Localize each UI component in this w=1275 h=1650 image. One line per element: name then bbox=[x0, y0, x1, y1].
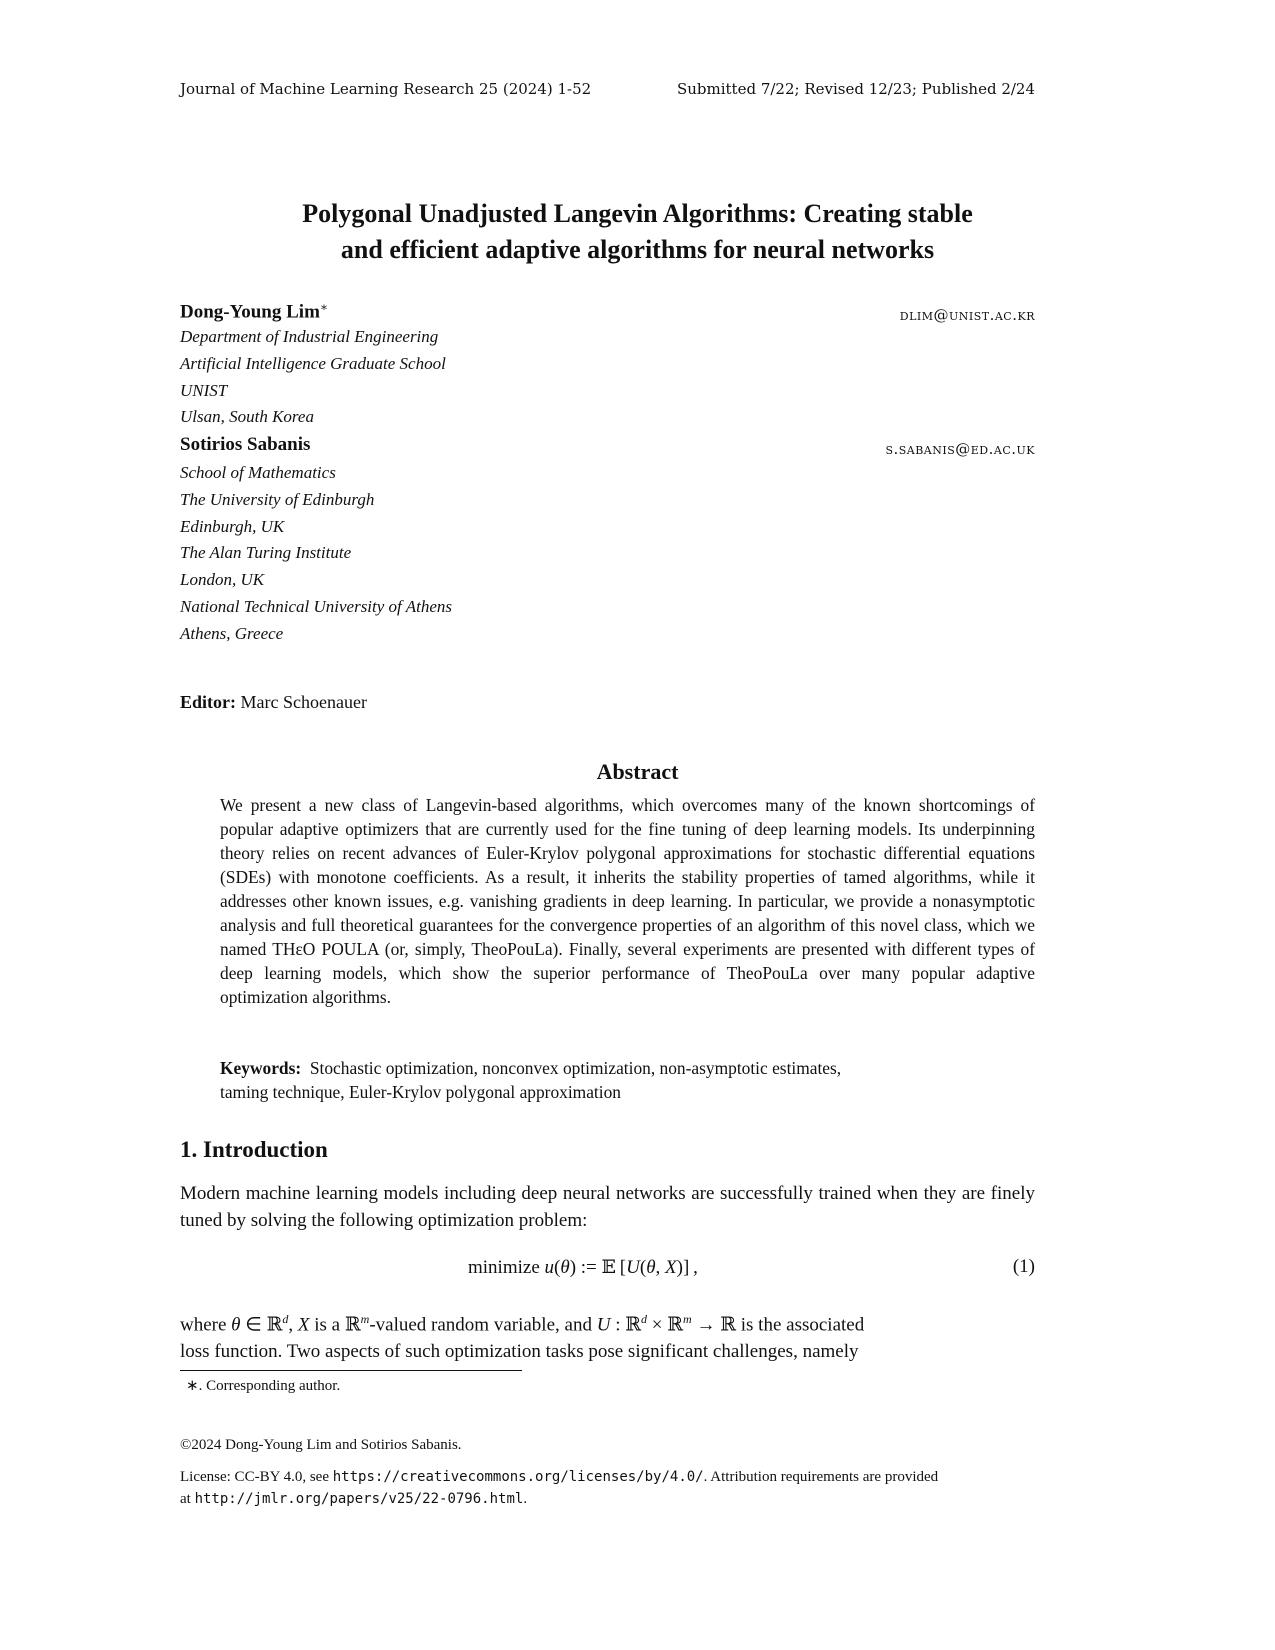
affiliation-line: UNIST bbox=[180, 380, 228, 400]
abstract-text: We present a new class of Langevin-based algorithms, which overcomes many of the known shortcomings of popular adaptive optimizers that are currently used for the fine tuning of deep learning models. Its underpinning theory relies on recent advances of Euler-Krylov polygonal approximations for stochastic differential equations (SDEs) with monotone coefficients. As a result, it inherits the stability properties of tamed algorithms, while it addresses other known issues, e.g. vanishing gradients in deep learning. In particular, we provide a nonasymptotic analysis and full theoretical guarantees for the convergence properties of an algorithm of this novel class, which we named THεO POULA (or, simply, TheoPouLa). Finally, several experiments are presented with different types of deep learning models, which show the superior performance of TheoPouLa over many popular adaptive optimization algorithms. bbox=[220, 795, 1035, 1007]
keywords-line-1: Stochastic optimization, nonconvex optimization, non-asymptotic estimates, bbox=[309, 1058, 842, 1078]
title-line-1: Polygonal Unadjusted Langevin Algorithms: Creating stable bbox=[302, 199, 973, 228]
intro-paragraph: Modern machine learning models including deep neural networks are successfully trained when they are finely tuned by solving the following optimization problem: bbox=[180, 1183, 1035, 1231]
math-line: where θ ∈ ℝ$^d$, X is a ℝ$^m$-valued random variable, and U : ℝ$^d$ × ℝ$^m$ → ℝ is the associated bbox=[180, 1312, 865, 1336]
author-name: Dong-Young Lim bbox=[180, 301, 320, 323]
author-email[interactable]: s.sabanis@ed.ac.uk bbox=[885, 440, 1035, 458]
footnote-marker: ∗. bbox=[186, 1378, 203, 1394]
editor-name: Marc Schoenauer bbox=[240, 692, 367, 712]
author-name: Sotirios Sabanis bbox=[180, 434, 311, 455]
affiliation-line: Ulsan, South Korea bbox=[180, 407, 314, 427]
author-email[interactable]: dlim@unist.ac.kr bbox=[899, 306, 1035, 324]
equation-number: (1) bbox=[1012, 1256, 1035, 1277]
license-mid: . Attribution requirements are provided bbox=[703, 1469, 939, 1485]
intro-paragraph-2 bbox=[180, 1306, 1035, 1365]
affiliation-line: Artificial Intelligence Graduate School bbox=[180, 353, 446, 373]
abstract-heading: Abstract bbox=[596, 759, 679, 784]
affiliation-line: London, UK bbox=[180, 570, 265, 590]
paper-title bbox=[140, 196, 1135, 268]
text-line: loss function. Two aspects of such optimization tasks pose significant challenges, namely bbox=[180, 1341, 859, 1363]
corresponding-marker: ∗ bbox=[319, 300, 329, 314]
affiliation-line: The Alan Turing Institute bbox=[180, 543, 352, 563]
affiliation-line: Athens, Greece bbox=[180, 623, 284, 643]
editor-label: Editor: bbox=[180, 692, 236, 712]
affiliation-line: Edinburgh, UK bbox=[180, 516, 285, 536]
paper-link[interactable]: http://jmlr.org/papers/v25/22-0796.html bbox=[194, 1491, 524, 1507]
license-block bbox=[180, 1466, 1040, 1510]
affiliation-line: Department of Industrial Engineering bbox=[180, 327, 439, 346]
author-affiliation bbox=[180, 324, 446, 431]
license-at: at bbox=[180, 1491, 195, 1507]
equation-body: minimize u(θ) := 𝔼 [U(θ, X)] , bbox=[468, 1256, 698, 1278]
footnote bbox=[186, 1376, 340, 1395]
submission-dates: Submitted 7/22; Revised 12/23; Published 2/24 bbox=[676, 80, 1035, 98]
license-link[interactable]: https://creativecommons.org/licenses/by/4.0/ bbox=[332, 1469, 704, 1485]
copyright-line: ©2024 Dong-Young Lim and Sotirios Sabanis. bbox=[180, 1437, 462, 1453]
affiliation-line: National Technical University of Athens bbox=[180, 596, 452, 616]
section-heading: 1. Introduction bbox=[180, 1137, 328, 1162]
keywords-label: Keywords: bbox=[220, 1058, 302, 1078]
license-prefix: License: CC-BY 4.0, see bbox=[180, 1469, 333, 1485]
license-end: . bbox=[523, 1491, 528, 1507]
footnote-text: Corresponding author. bbox=[206, 1378, 341, 1394]
title-line-2: and efficient adaptive algorithms for neural networks bbox=[340, 235, 935, 264]
author-1 bbox=[180, 300, 328, 323]
editor-line bbox=[180, 692, 367, 713]
footnote-rule bbox=[180, 1370, 522, 1371]
journal-header: Journal of Machine Learning Research 25 (2024) 1-52 bbox=[180, 80, 592, 98]
affiliation-line: School of Mathematics bbox=[180, 463, 336, 482]
keywords bbox=[220, 1056, 1035, 1080]
keywords-line-2: taming technique, Euler-Krylov polygonal approximation bbox=[220, 1082, 621, 1102]
author-affiliation bbox=[180, 460, 452, 648]
affiliation-line: The University of Edinburgh bbox=[180, 489, 375, 509]
author-2 bbox=[180, 434, 310, 456]
